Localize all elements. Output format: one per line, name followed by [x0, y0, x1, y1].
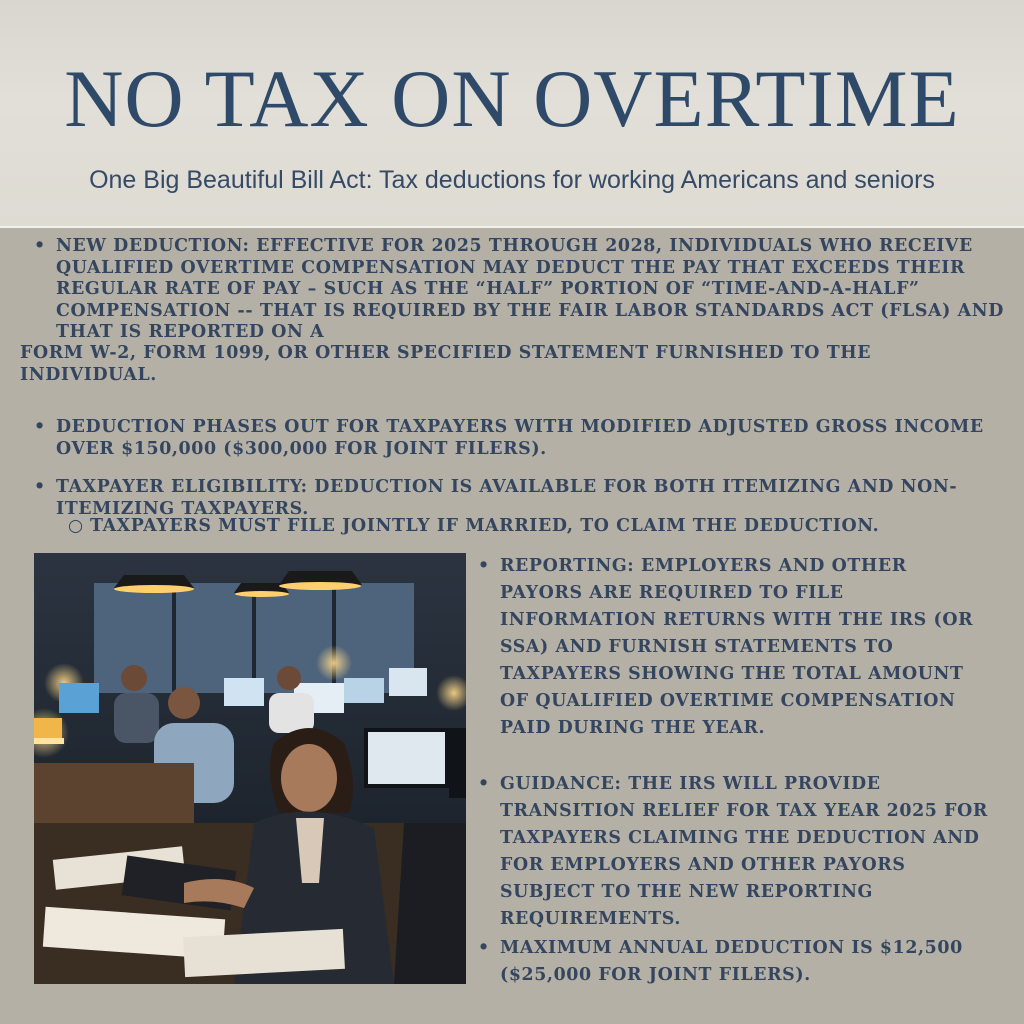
bullet-text-continued: FORM W-2, FORM 1099, OR OTHER SPECIFIED STATEMENT FURNISHED TO THE INDIVIDUAL. — [20, 343, 872, 385]
bullet-dot-icon: • — [478, 556, 490, 576]
bullet-reporting — [478, 553, 990, 742]
bullet-text: GUIDANCE: THE IRS WILL PROVIDE TRANSITION RELIEF FOR TAX YEAR 2025 FOR TAXPAYERS CLAIMING THE DEDUCTION AND FOR EMPLOYERS AND OTHER PAYORS SUBJECT TO THE NEW REPORTING REQUIREMENTS. — [500, 774, 988, 929]
bullet-dot-icon: • — [478, 774, 490, 794]
bullet-dot-icon: • — [34, 236, 46, 256]
page-title: NO TAX ON OVERTIME — [64, 53, 960, 144]
sub-bullet-circle-icon: ○ — [68, 516, 84, 536]
bullet-text: REPORTING: EMPLOYERS AND OTHER PAYORS ARE REQUIRED TO FILE INFORMATION RETURNS WITH THE IRS (OR SSA) AND FURNISH STATEMENTS TO TAXPAYERS SHOWING THE TOTAL AMOUNT OF QUALIFIED OVERTIME COMPENSATION PAID DURING THE YEAR. — [500, 556, 974, 738]
bullet-maximum — [478, 935, 990, 989]
header-banner — [0, 0, 1024, 228]
bullet-dot-icon: • — [478, 938, 490, 958]
sub-bullet-file-jointly — [68, 516, 990, 538]
office-workers-photo — [34, 553, 466, 984]
bullet-eligibility — [34, 477, 1006, 520]
page-subtitle: One Big Beautiful Bill Act: Tax deductions for working Americans and seniors — [89, 166, 935, 194]
bullet-text: DEDUCTION PHASES OUT FOR TAXPAYERS WITH MODIFIED ADJUSTED GROSS INCOME OVER $150,000 ($300,000 FOR JOINT FILERS). — [56, 417, 984, 459]
bullet-phase-out — [34, 417, 986, 460]
bullet-new-deduction — [20, 236, 1016, 385]
bullet-dot-icon: • — [34, 417, 46, 437]
bullet-dot-icon: • — [34, 477, 46, 497]
bullet-text: TAXPAYER ELIGIBILITY: DEDUCTION IS AVAILABLE FOR BOTH ITEMIZING AND NON-ITEMIZING TAXPAYERS. — [56, 477, 958, 519]
bullet-guidance — [478, 771, 990, 933]
bullet-text: NEW DEDUCTION: EFFECTIVE FOR 2025 THROUGH 2028, INDIVIDUALS WHO RECEIVE QUALIFIED OVERTIME COMPENSATION MAY DEDUCT THE PAY THAT EXCEEDS THEIR REGULAR RATE OF PAY – SUCH AS THE “HALF” PORTION OF “TIME-AND-A-HALF” COMPENSATION -- THAT IS REQUIRED BY THE FAIR LABOR STANDARDS ACT (FLSA) AND THAT IS REPORTED ON A — [56, 236, 1004, 342]
sub-bullet-text: TAXPAYERS MUST FILE JOINTLY IF MARRIED, TO CLAIM THE DEDUCTION. — [90, 516, 880, 536]
bullet-text: MAXIMUM ANNUAL DEDUCTION IS $12,500 ($25,000 FOR JOINT FILERS). — [500, 938, 963, 985]
photo-illustration — [34, 553, 466, 984]
